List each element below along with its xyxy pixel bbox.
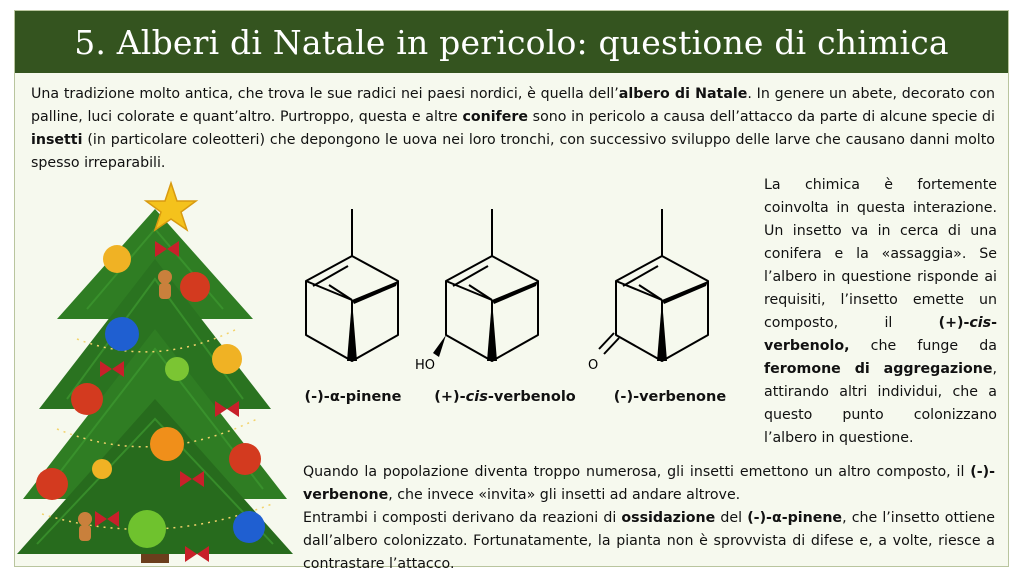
- side-text-3: , attirando altri individui, che a questo punto colonizzano l’albero in questione.: [764, 361, 997, 446]
- title-bar: [15, 11, 1008, 73]
- bottom-bold-ossidazione: ossidazione: [621, 510, 716, 526]
- side-bold-feromone: feromone di aggregazione: [764, 361, 993, 377]
- bottom-bold-verbenone: (-)-verbenone: [303, 464, 995, 503]
- intro-bold-albero: albero di Natale: [618, 86, 748, 102]
- christmas-tree-illustration: [17, 169, 297, 567]
- intro-paragraph: [31, 83, 995, 175]
- intro-text-1: Una tradizione molto antica, che trova le sue radici nei paesi nordici, è quella dell’: [31, 86, 619, 102]
- bottom-paragraph: [303, 461, 995, 576]
- intro-text-2: . In genere un abete, decorato con palline, luci colorate e quant’altro. Purtroppo, questa e altre: [31, 86, 995, 125]
- intro-bold-insetti: insetti: [31, 132, 83, 148]
- label-verbenolo: [425, 389, 585, 405]
- label-pinene: (-)-α-pinene: [304, 389, 402, 405]
- bottom-text-5: , che l’insetto ottiene dall’albero colonizzato. Fortunatamente, la pianta non è sprovvista di difese e, a volte, riesce a contrastare l’attacco.: [303, 510, 995, 572]
- side-bold-prefix: (+)-: [938, 315, 970, 331]
- side-bold-suffix: -verbenolo,: [764, 315, 997, 354]
- intro-text-4: (in particolare coleotteri) che depongono le uova nei loro tronchi, con successivo sviluppo delle larve che causano danni molto spesso irreparabili.: [31, 132, 995, 171]
- side-bold-cis: cis: [969, 315, 992, 331]
- bottom-bold-pinene: (-)-α-pinene: [747, 510, 843, 526]
- bottom-text-4: del: [715, 510, 748, 526]
- intro-text-3: sono in pericolo a causa dell’attacco da parte di alcune specie di: [527, 109, 996, 125]
- molecule-verbenolo-structure: [415, 201, 555, 381]
- intro-bold-conifere: conifere: [462, 109, 528, 125]
- side-paragraph: [764, 174, 997, 450]
- substituent-o: O: [588, 358, 599, 373]
- bottom-text-1: Quando la popolazione diventa troppo numerosa, gli insetti emettono un altro composto, il: [303, 464, 971, 480]
- page-title: 5. Alberi di Natale in pericolo: questione di chimica: [74, 22, 949, 62]
- molecule-verbenone-structure: [585, 201, 725, 381]
- bottom-text-3: Entrambi i composti derivano da reazioni di: [303, 510, 622, 526]
- slide: [14, 10, 1009, 572]
- molecule-pinene-structure: [295, 201, 415, 381]
- bottom-text-2: , che invece «invita» gli insetti ad andare altrove.: [388, 487, 741, 503]
- substituent-ho: HO: [415, 358, 436, 373]
- label-verbenone: (-)-verbenone: [613, 389, 727, 405]
- label-verbenolo-pre: (+)-: [434, 389, 466, 405]
- label-verbenolo-post: -verbenolo: [487, 389, 576, 405]
- side-text-1: La chimica è fortemente coinvolta in questa interazione. Un insetto va in cerca di una conifera e la «assaggia». Se l’albero in questione risponde ai requisiti, l’insetto emette un composto, il: [764, 177, 997, 331]
- label-verbenolo-cis: cis: [465, 389, 488, 405]
- side-text-2: che funge da: [849, 338, 997, 354]
